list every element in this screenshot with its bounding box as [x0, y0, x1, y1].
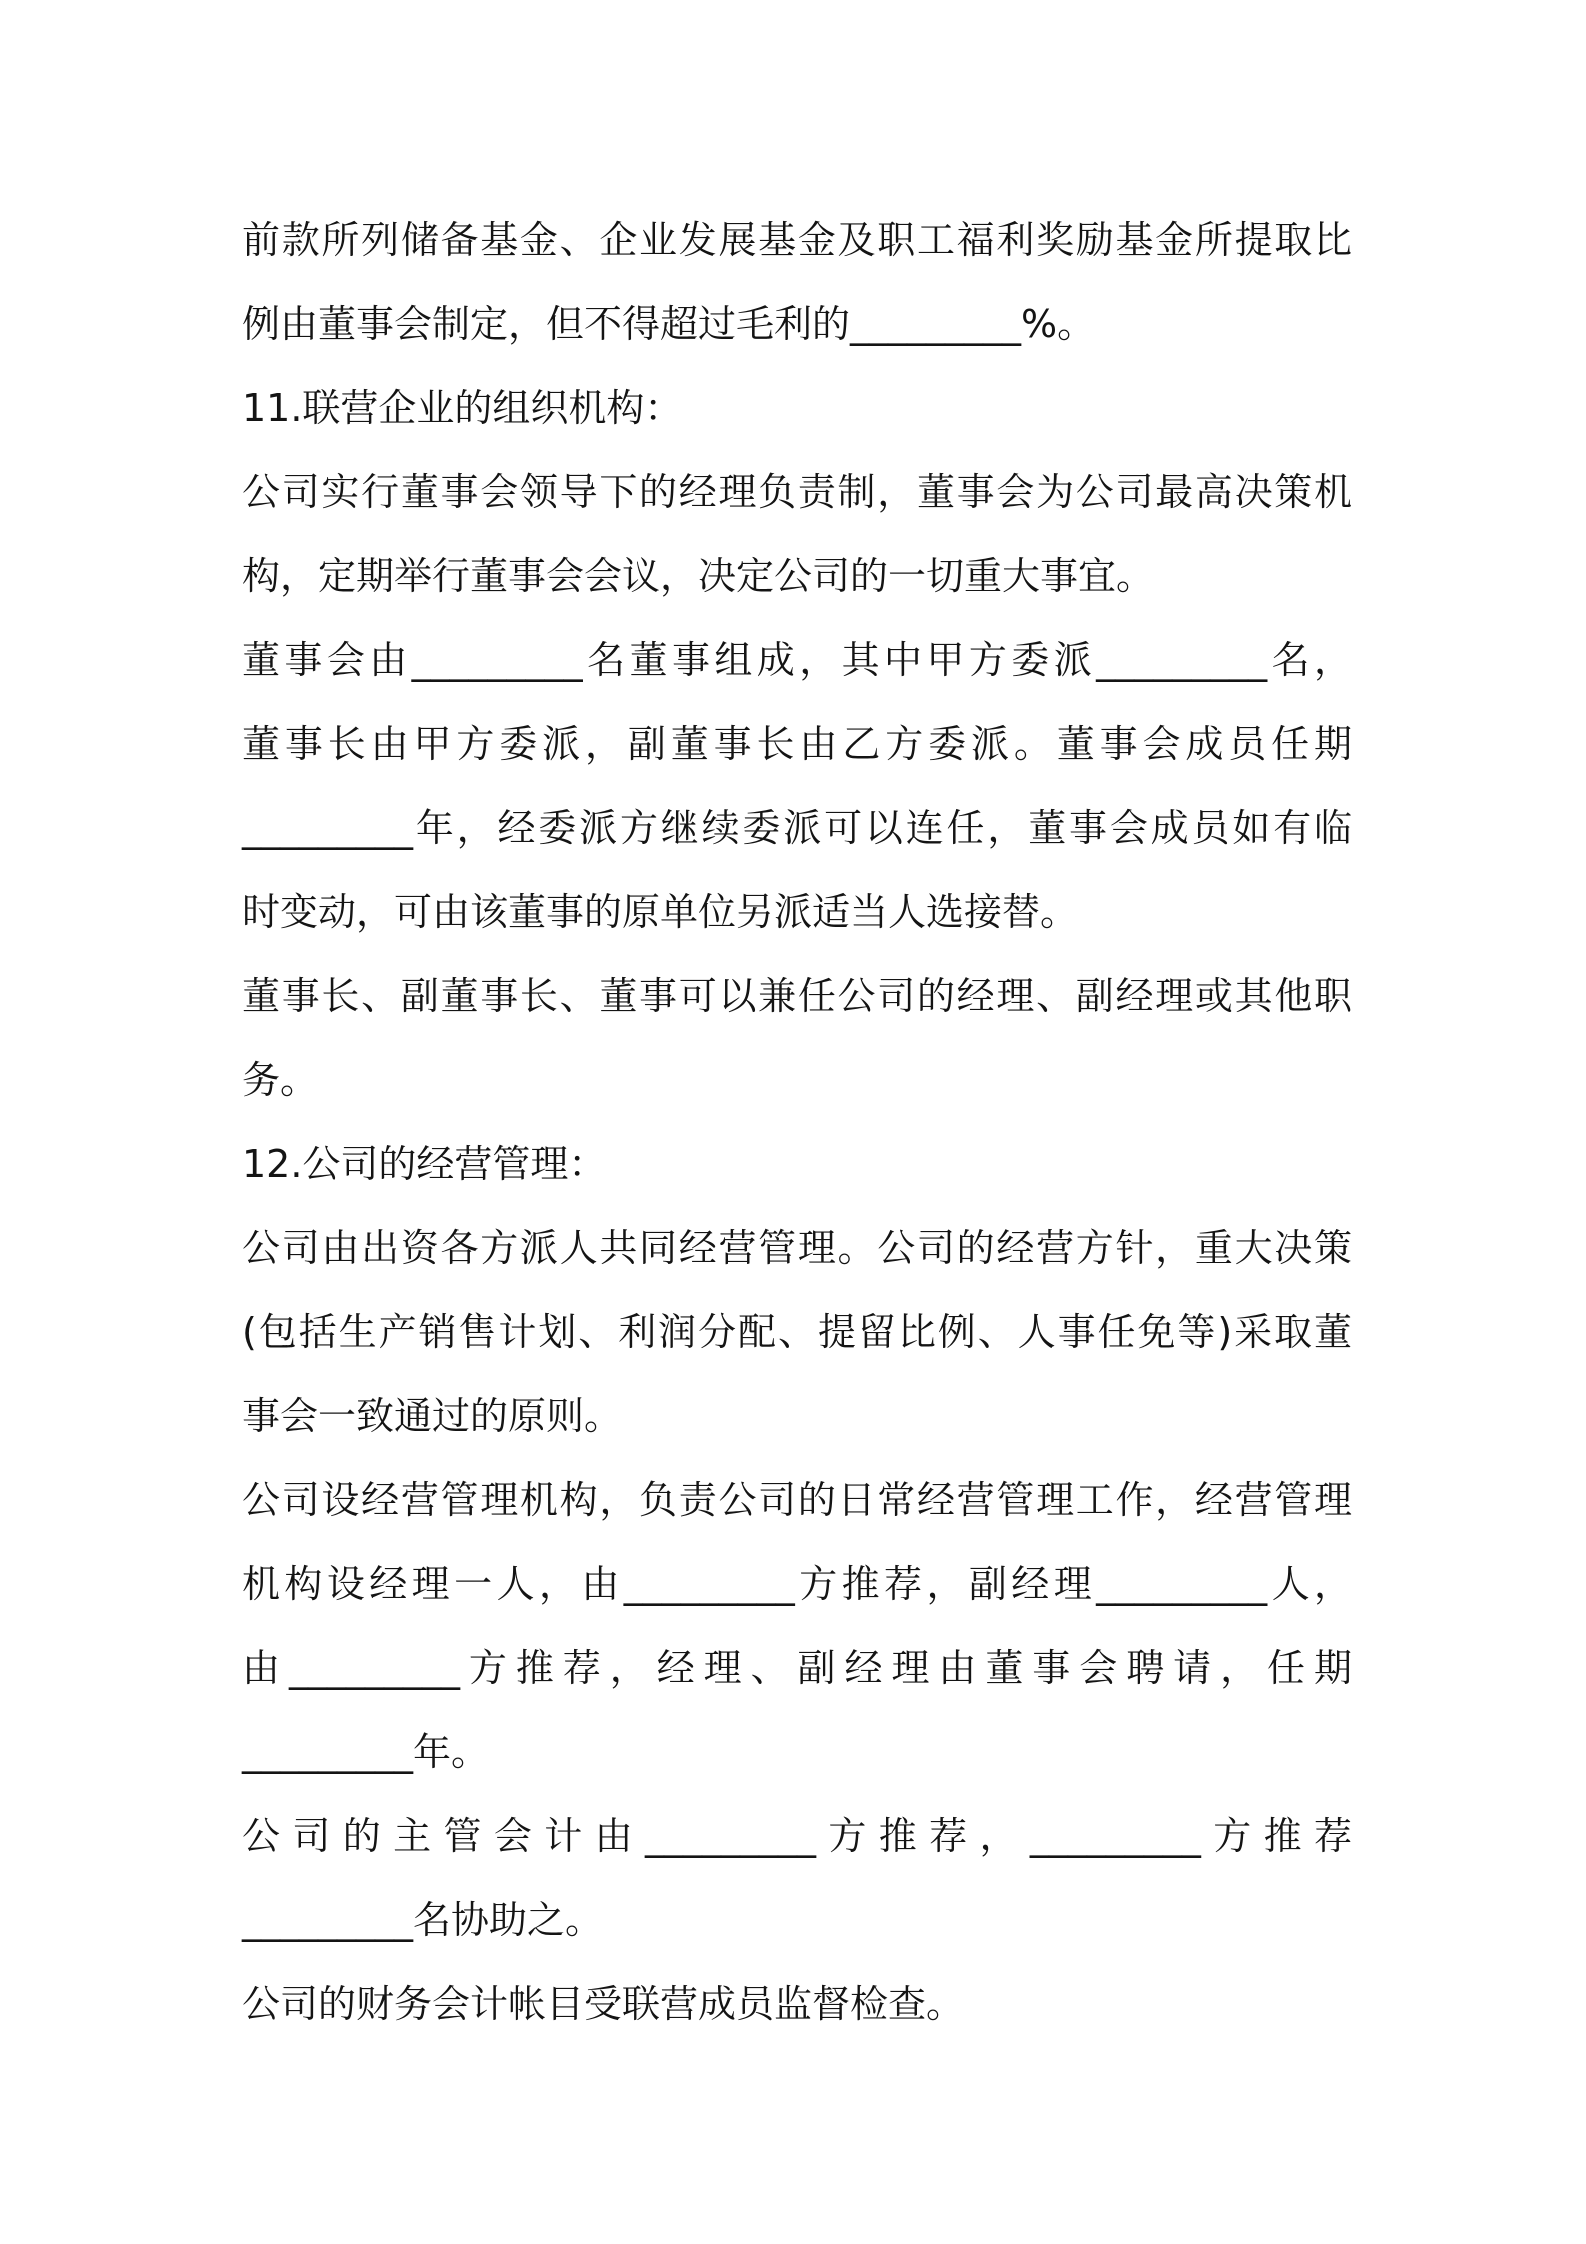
text-line: _________年。 — [242, 1730, 490, 1774]
text-line: 构，定期举行董事会会议，决定公司的一切重大事宜。 — [242, 554, 1155, 598]
text-line: 董事会由_________名董事组成，其中甲方委派_________名， — [242, 638, 1352, 682]
text-line: 务。 — [242, 1058, 319, 1102]
text-line: 前款所列储备基金、企业发展基金及职工福利奖励基金所提取比 — [242, 218, 1352, 262]
text-line: 机构设经理一人，由_________方推荐，副经理_________人， — [242, 1562, 1352, 1606]
document-body — [242, 198, 1352, 2046]
text-line: 公司的财务会计帐目受联营成员监督检查。 — [242, 1982, 965, 2026]
text-line: _________名协助之。 — [242, 1898, 604, 1942]
text-line: _________年，经委派方继续委派可以连任，董事会成员如有临 — [242, 806, 1352, 850]
section-heading: 11.联营企业的组织机构： — [242, 386, 683, 430]
text-line: 公司的主管会计由_________方推荐，_________方推荐 — [242, 1814, 1352, 1858]
text-line: 董事长、副董事长、董事可以兼任公司的经理、副经理或其他职 — [242, 974, 1352, 1018]
text-line: 公司由出资各方派人共同经营管理。公司的经营方针，重大决策 — [242, 1226, 1352, 1270]
text-line: (包括生产销售计划、利润分配、提留比例、人事任免等)采取董 — [242, 1310, 1352, 1354]
text-line: 例由董事会制定，但不得超过毛利的_________%。 — [242, 302, 1096, 346]
text-line: 事会一致通过的原则。 — [242, 1394, 623, 1438]
text-line: 公司设经营管理机构，负责公司的日常经营管理工作，经营管理 — [242, 1478, 1352, 1522]
text-line: 董事长由甲方委派，副董事长由乙方委派。董事会成员任期 — [242, 722, 1352, 766]
text-line: 由_________方推荐，经理、副经理由董事会聘请，任期 — [242, 1646, 1352, 1690]
text-line: 时变动，可由该董事的原单位另派适当人选接替。 — [242, 890, 1079, 934]
section-heading: 12.公司的经营管理： — [242, 1142, 607, 1186]
text-line: 公司实行董事会领导下的经理负责制，董事会为公司最高决策机 — [242, 470, 1352, 514]
